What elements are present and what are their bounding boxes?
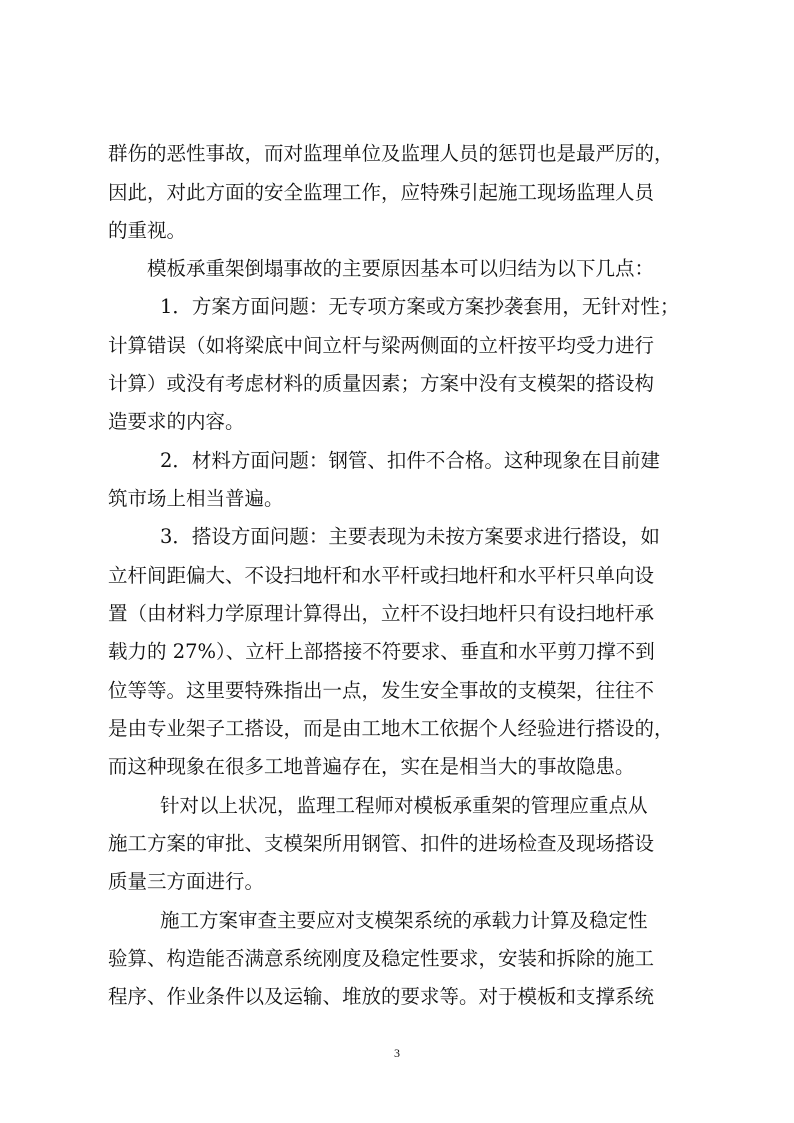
- text-line: 群伤的恶性事故，而对监理单位及监理人员的惩罚也是最严厉的，: [108, 142, 674, 165]
- text-line: 1．方案方面问题：无专项方案或方案抄袭套用，无针对性；: [160, 295, 680, 318]
- text-line: 位等等。这里要特殊指出一点，发生安全事故的支模架，往往不: [108, 679, 655, 702]
- text-line: 2．材料方面问题：钢管、扣件不合格。这种现象在目前建: [160, 449, 660, 472]
- text-line: 载力的 27%）、立杆上部搭接不符要求、垂直和水平剪刀撑不到: [108, 640, 655, 663]
- text-line: 施工方案审查主要应对支模架系统的承载力计算及稳定性: [160, 909, 648, 932]
- text-line: 验算、构造能否满意系统刚度及稳定性要求，安装和拆除的施工: [108, 947, 655, 970]
- text-line: 模板承重架倒塌事故的主要原因基本可以归结为以下几点：: [147, 257, 655, 280]
- text-line: 计算）或没有考虑材料的质量因素；方案中没有支模架的搭设构: [108, 372, 655, 395]
- text-line: 施工方案的审批、支模架所用钢管、扣件的进场检查及现场搭设: [108, 832, 655, 855]
- text-line: 针对以上状况，监理工程师对模板承重架的管理应重点从: [160, 794, 648, 817]
- text-line: 质量三方面进行。: [108, 870, 265, 893]
- page-number: 3: [394, 1046, 400, 1060]
- text-line: 立杆间距偏大、不设扫地杆和水平杆或扫地杆和水平杆只单向设: [108, 564, 655, 587]
- text-line: 程序、作业条件以及运输、堆放的要求等。对于模板和支撑系统: [108, 985, 655, 1008]
- text-line: 的重视。: [108, 219, 187, 242]
- text-line: 筑市场上相当普遍。: [108, 487, 284, 510]
- text-line: 置（由材料力学原理计算得出，立杆不设扫地杆只有设扫地杆承: [108, 602, 655, 625]
- text-line: 因此，对此方面的安全监理工作，应特殊引起施工现场监理人员: [108, 181, 655, 204]
- text-line: 3．搭设方面问题：主要表现为未按方案要求进行搭设，如: [160, 525, 660, 548]
- text-line: 造要求的内容。: [108, 410, 245, 433]
- text-line: 而这种现象在很多工地普遍存在，实在是相当大的事故隐患。: [108, 755, 635, 778]
- text-line: 是由专业架子工搭设，而是由工地木工依据个人经验进行搭设的，: [108, 717, 674, 740]
- text-line: 计算错误（如将梁底中间立杆与梁两侧面的立杆按平均受力进行: [108, 334, 655, 357]
